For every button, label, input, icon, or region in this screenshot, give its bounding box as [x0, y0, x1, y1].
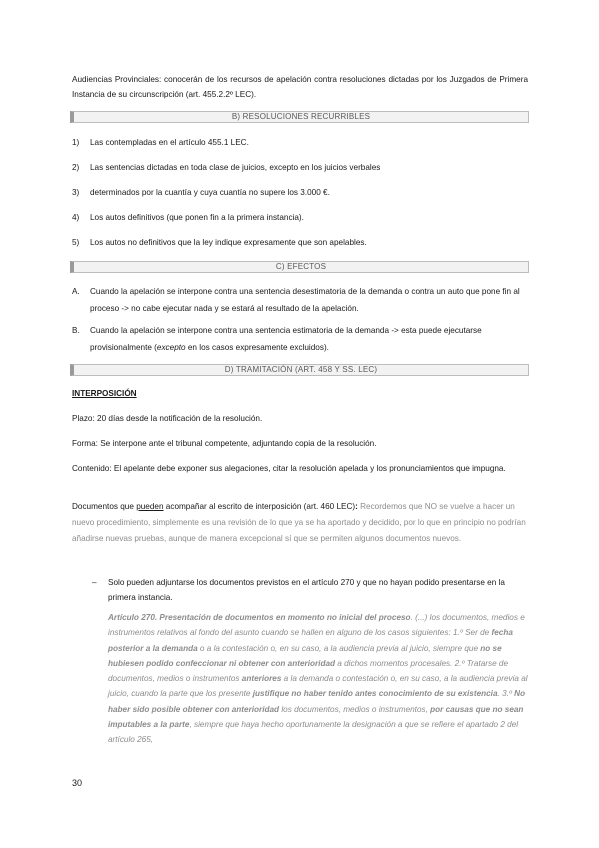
- section-header-tramitacion: D) TRAMITACIÓN (ART. 458 Y SS. LEC): [70, 364, 529, 376]
- list-item: [72, 212, 304, 223]
- documentos-text: acompañar al escrito de interposición (art. 460 LEC): [163, 502, 356, 511]
- interposicion-heading: INTERPOSICIÓN: [72, 389, 137, 398]
- quote-text: a dichos momentos procesales. 2.º Tratarse de documentos, medios o instrumentos: [108, 658, 509, 684]
- list-text: Los autos definitivos (que ponen fin a la primera instancia).: [90, 213, 304, 222]
- bullet-item: [92, 575, 522, 605]
- list-text: Los autos no definitivos que la ley indique expresamente que son apelables.: [90, 238, 367, 247]
- quote-bold: por causas que no sean imputables a la parte: [108, 704, 524, 730]
- list-text-emphasis: excepto: [156, 343, 186, 352]
- list-number: 1): [72, 138, 80, 147]
- documentos-note: Recordemos que NO se vuelve a hacer un nuevo procedimiento, simplemente es una revisión de lo que ya se ha aportado y decidido, por lo que en principio no podrían añadirse nuevas pruebas, aunque de manera excepcional sí que se permiten algunos documentos nuevos.: [72, 502, 526, 543]
- quote-title: Artículo 270. Presentación de documentos en momento no inicial del proceso: [108, 613, 411, 622]
- list-text: determinados por la cuantía y cuya cuantía no supere los 3.000 €.: [90, 188, 330, 197]
- list-text-part: en los casos expresamente excluidos).: [185, 343, 329, 352]
- list-letter: B.: [72, 326, 80, 335]
- list-text: Las sentencias dictadas en toda clase de juicios, excepto en los juicios verbales: [90, 163, 381, 172]
- list-number: 2): [72, 163, 80, 172]
- documentos-paragraph: [72, 499, 528, 547]
- list-item: [72, 162, 380, 173]
- quote-text: . 3.º: [497, 689, 515, 699]
- contenido-paragraph: Contenido: El apelante debe exponer sus alegaciones, citar la resolución apelada y los pronunciamientos que impugna.: [72, 464, 506, 473]
- list-number: 3): [72, 188, 80, 197]
- documentos-text: Documentos que: [72, 502, 137, 511]
- quote-bold: No haber sido posible obtener con anterioridad: [108, 689, 526, 714]
- list-text: Cuando la apelación se interpone contra una sentencia desestimatoria de la demanda o contra un auto que pone fin al proceso -> no cabe ejecutar nada y se estará al resultado de la apelación.: [90, 287, 520, 313]
- quote-text: , siempre que haya hecho oportunamente la designación a que se refiere el apartado 2 del artículo 265,: [108, 720, 519, 745]
- quote-text: . (...) los documentos, medios e instrumentos relativos al fondo del asunto cuando se hallen en alguno de los casos siguientes: 1.º Ser de: [108, 613, 525, 638]
- intro-lead: Audiencias Provinciales: [72, 75, 159, 84]
- list-number: 5): [72, 238, 80, 247]
- list-text-part: Cuando la apelación se interpone contra una sentencia estimatoria de la demanda -> esta puede ejecutarse provisionalmente (: [90, 326, 482, 352]
- quote-bold: justifique no haber tenido antes conocimiento de su existencia: [252, 689, 498, 699]
- list-item: [72, 137, 249, 148]
- quote-text: los documentos, medios o instrumentos,: [279, 704, 431, 714]
- quote-bold: fecha posterior a la demanda: [108, 628, 513, 653]
- quote-text: o a la contestación o, en su caso, a la audiencia previa al juicio, siempre que: [197, 643, 481, 653]
- list-item: [72, 187, 330, 198]
- bullet-text: Solo pueden adjuntarse los documentos previstos en el artículo 270 y que no hayan podido presentarse en la primera instancia.: [108, 578, 505, 602]
- list-number: 4): [72, 213, 80, 222]
- list-item: [72, 283, 528, 317]
- bullet-dash: –: [92, 578, 97, 587]
- quote-text: a la demanda o contestación o, en su caso, a la audiencia previa al juicio, cuando la parte que los presente: [108, 674, 528, 699]
- documentos-underlined: pueden: [136, 502, 164, 511]
- article-270-quote: [108, 610, 528, 748]
- documentos-colon: :: [355, 502, 358, 511]
- plazo-paragraph: Plazo: 20 días desde la notificación de la resolución.: [72, 414, 263, 423]
- list-letter: A.: [72, 287, 80, 296]
- page-number: 30: [72, 778, 83, 788]
- section-header-efectos: C) EFECTOS: [70, 261, 529, 273]
- section-header-resoluciones-recurribles: B) RESOLUCIONES RECURRIBLES: [70, 111, 529, 123]
- intro-text: : conocerán de los recursos de apelación contra resoluciones dictadas por los Juzgados de Primera Instancia de su circunscripción (art. 455.2.2º LEC).: [72, 75, 528, 99]
- quote-bold: anteriores: [241, 674, 282, 684]
- intro-paragraph: [72, 72, 528, 102]
- quote-bold: no se hubiesen podido confeccionar ni obtener con anterioridad: [108, 643, 502, 668]
- list-item: [72, 237, 367, 248]
- forma-paragraph: Forma: Se interpone ante el tribunal competente, adjuntando copia de la resolución.: [72, 439, 377, 448]
- list-item: [72, 322, 528, 356]
- list-text: [90, 322, 528, 356]
- list-text: Las contempladas en el artículo 455.1 LEC.: [90, 138, 249, 147]
